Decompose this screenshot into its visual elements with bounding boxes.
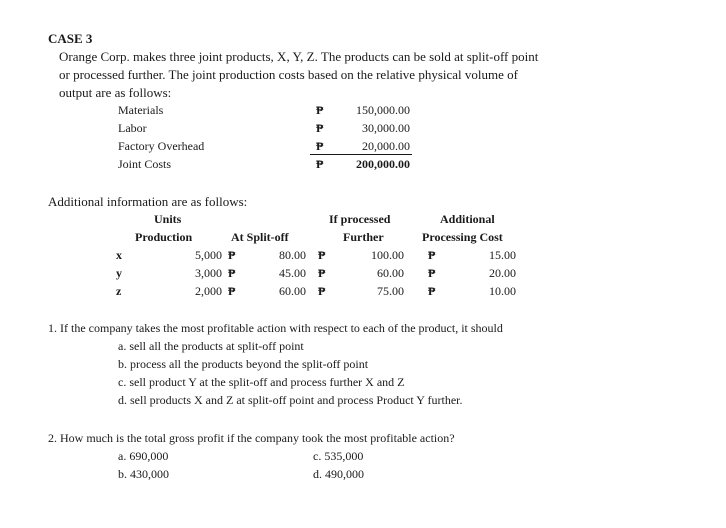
units-cell: 2,000 [195, 284, 222, 298]
processed-price-cell: 60.00 [377, 266, 404, 280]
processing-cost-cell: 10.00 [489, 284, 516, 298]
peso-sign: ₱ [316, 157, 324, 171]
joint-cost-label-labor: Labor [118, 121, 147, 135]
peso-sign: ₱ [316, 121, 324, 135]
peso-sign: ₱ [428, 284, 436, 298]
split-off-price-cell: 80.00 [279, 248, 306, 262]
total-rule [310, 154, 412, 155]
peso-sign: ₱ [228, 266, 236, 280]
peso-sign: ₱ [428, 248, 436, 262]
peso-sign: ₱ [318, 284, 326, 298]
peso-sign: ₱ [318, 248, 326, 262]
peso-sign: ₱ [318, 266, 326, 280]
peso-sign: ₱ [428, 266, 436, 280]
joint-cost-amount-labor: 30,000.00 [362, 121, 410, 135]
additional-info-label: Additional information are as follows: [48, 194, 248, 209]
peso-sign: ₱ [228, 284, 236, 298]
peso-sign: ₱ [228, 248, 236, 262]
processed-price-cell: 75.00 [377, 284, 404, 298]
intro-line-1: Orange Corp. makes three joint products, X, Y, Z. The products can be sold at split-off point [59, 49, 539, 64]
joint-cost-label-materials: Materials [118, 103, 164, 117]
product-label: z [116, 284, 122, 298]
processed-price-cell: 100.00 [371, 248, 404, 262]
header-units: Units [154, 212, 182, 226]
header-processing-cost: Processing Cost [422, 230, 503, 244]
q1-option-b: b. process all the products beyond the split-off point [118, 357, 369, 371]
joint-cost-label-overhead: Factory Overhead [118, 139, 205, 153]
header-production: Production [135, 230, 193, 244]
product-label: x [116, 248, 122, 262]
q2-option-d: d. 490,000 [313, 467, 364, 481]
q1-option-d: d. sell products X and Z at split-off point and process Product Y further. [118, 393, 463, 407]
intro-line-3: output are as follows: [59, 85, 172, 100]
joint-cost-amount-materials: 150,000.00 [356, 103, 410, 117]
joint-cost-amount-total: 200,000.00 [356, 157, 410, 171]
header-if-processed: If processed [329, 212, 391, 226]
split-off-price-cell: 60.00 [279, 284, 306, 298]
processing-cost-cell: 15.00 [489, 248, 516, 262]
intro-line-2: or processed further. The joint production costs based on the relative physical volume of [59, 67, 518, 82]
peso-sign: ₱ [316, 103, 324, 117]
peso-sign: ₱ [316, 139, 324, 153]
q1-option-a: a. sell all the products at split-off point [118, 339, 304, 353]
q2-option-c: c. 535,000 [313, 449, 364, 463]
header-additional: Additional [440, 212, 495, 226]
units-cell: 5,000 [195, 248, 222, 262]
header-further: Further [343, 230, 384, 244]
joint-cost-amount-overhead: 20,000.00 [362, 139, 410, 153]
units-cell: 3,000 [195, 266, 222, 280]
header-split-off: At Split-off [231, 230, 289, 244]
q1-option-c: c. sell product Y at the split-off and process further X and Z [118, 375, 405, 389]
q2-option-a: a. 690,000 [118, 449, 169, 463]
joint-cost-label-total: Joint Costs [118, 157, 172, 171]
question-1: 1. If the company takes the most profitable action with respect to each of the product, it should [48, 321, 503, 335]
q2-option-b: b. 430,000 [118, 467, 169, 481]
case-title: CASE 3 [48, 31, 93, 46]
split-off-price-cell: 45.00 [279, 266, 306, 280]
processing-cost-cell: 20.00 [489, 266, 516, 280]
question-2: 2. How much is the total gross profit if the company took the most profitable action? [48, 431, 455, 445]
product-label: y [116, 266, 122, 280]
